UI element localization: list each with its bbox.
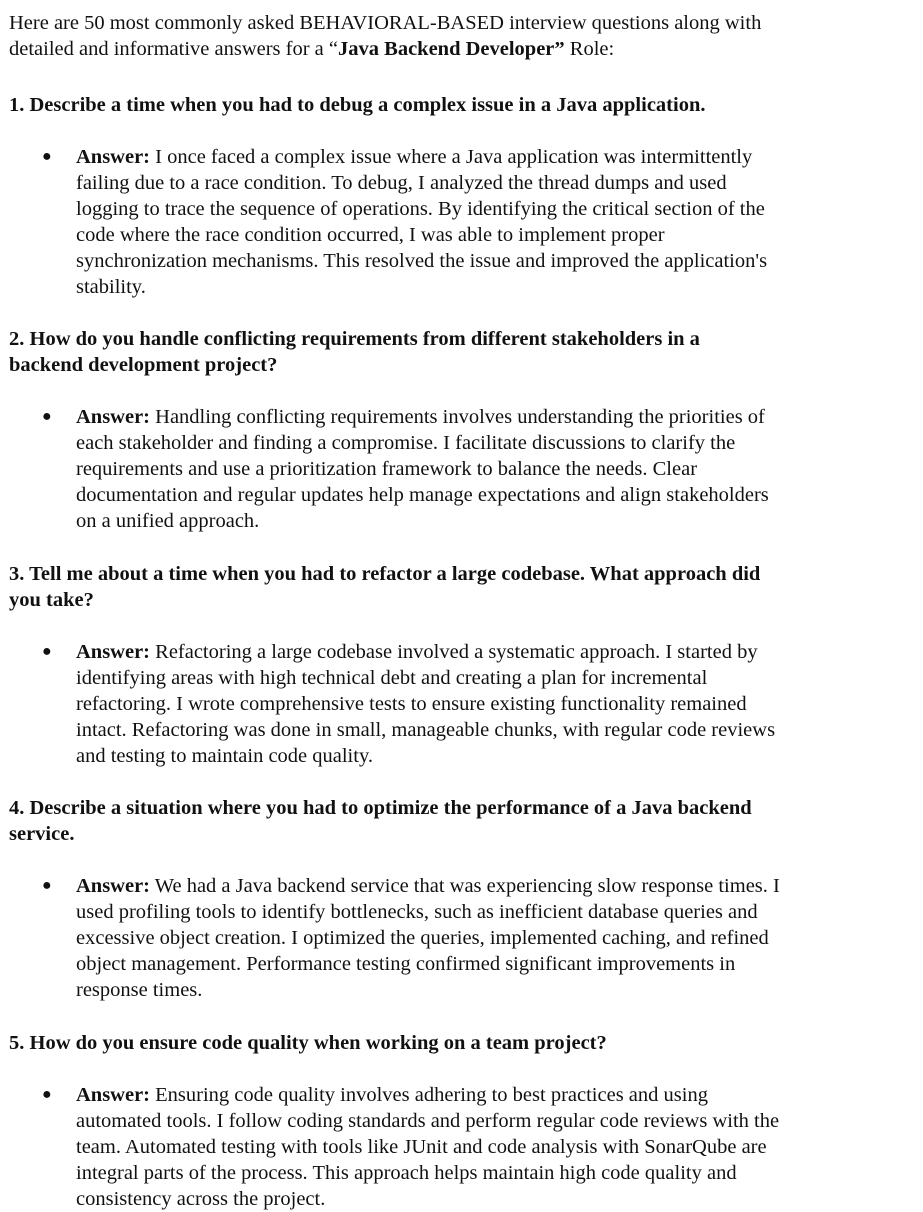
answer-line: team. Automated testing with tools like JUnit and code analysis with SonarQube are xyxy=(76,1136,767,1158)
question-3 xyxy=(9,561,923,613)
answer-list-item xyxy=(9,404,923,534)
answer-text: We had a Java backend service that was experiencing slow response times. I xyxy=(150,875,780,897)
answer-line: failing due to a race condition. To debug, I analyzed the thread dumps and used xyxy=(76,172,727,194)
answer-line xyxy=(76,1082,923,1108)
answer-line xyxy=(76,639,923,665)
intro-line-2 xyxy=(9,36,923,62)
answer-line: refactoring. I wrote comprehensive tests to ensure existing functionality remained xyxy=(76,693,747,715)
question-heading xyxy=(9,92,923,118)
answer-line: response times. xyxy=(76,979,203,1001)
question-line: 3. Tell me about a time when you had to refactor a large codebase. What approach did xyxy=(9,563,761,585)
question-1 xyxy=(9,92,923,118)
answer-text: I once faced a complex issue where a Java application was intermittently xyxy=(150,146,753,168)
answer-line xyxy=(76,144,923,170)
bullet-icon: ● xyxy=(42,408,52,425)
answer-text: Handling conflicting requirements involves understanding the priorities of xyxy=(150,406,765,428)
answer-5 xyxy=(9,1082,923,1212)
bullet-icon: ● xyxy=(42,1086,52,1103)
answer-label: Answer: xyxy=(76,875,151,897)
answer-line: logging to trace the sequence of operations. By identifying the critical section of the xyxy=(76,198,765,220)
question-line: service. xyxy=(9,823,75,845)
answer-text: Refactoring a large codebase involved a systematic approach. I started by xyxy=(150,641,758,663)
question-4 xyxy=(9,795,923,847)
answer-line: used profiling tools to identify bottlenecks, such as inefficient database queries and xyxy=(76,901,758,923)
question-line: 2. How do you handle conflicting requirements from different stakeholders in a xyxy=(9,328,700,350)
question-line: you take? xyxy=(9,589,94,611)
role-title: Java Backend Developer” xyxy=(338,38,565,60)
answer-line: on a unified approach. xyxy=(76,510,260,532)
answer-list-item xyxy=(9,873,923,1003)
answer-line: and testing to maintain code quality. xyxy=(76,745,373,767)
answer-line: integral parts of the process. This approach helps maintain high code quality and xyxy=(76,1162,737,1184)
answer-line: each stakeholder and finding a compromise. I facilitate discussions to clarify the xyxy=(76,432,736,454)
bullet-icon: ● xyxy=(42,643,52,660)
answer-text: Ensuring code quality involves adhering to best practices and using xyxy=(150,1084,708,1106)
answer-list-item xyxy=(9,1082,923,1212)
question-heading xyxy=(9,1030,923,1056)
answer-line: automated tools. I follow coding standards and perform regular code reviews with the xyxy=(76,1110,780,1132)
answer-label: Answer: xyxy=(76,146,151,168)
answer-line: identifying areas with high technical debt and creating a plan for incremental xyxy=(76,667,708,689)
answer-line: consistency across the project. xyxy=(76,1188,326,1210)
question-line: backend development project? xyxy=(9,354,278,376)
bullet-icon: ● xyxy=(42,148,52,165)
answer-2 xyxy=(9,404,923,534)
answer-1 xyxy=(9,144,923,300)
answer-3 xyxy=(9,639,923,769)
intro-text: detailed and informative answers for a “ xyxy=(9,38,339,60)
question-line: 1. Describe a time when you had to debug a complex issue in a Java application. xyxy=(9,94,706,116)
intro-paragraph xyxy=(9,10,923,62)
answer-line: stability. xyxy=(76,276,146,298)
answer-line: code where the race condition occurred, I was able to implement proper xyxy=(76,224,665,246)
question-heading xyxy=(9,326,923,378)
question-5 xyxy=(9,1030,923,1056)
question-heading xyxy=(9,561,923,613)
answer-label: Answer: xyxy=(76,406,151,428)
question-2 xyxy=(9,326,923,378)
answer-line: synchronization mechanisms. This resolved the issue and improved the application's xyxy=(76,250,768,272)
answer-line: requirements and use a prioritization framework to balance the needs. Clear xyxy=(76,458,698,480)
answer-line: excessive object creation. I optimized the queries, implemented caching, and refined xyxy=(76,927,769,949)
bullet-icon: ● xyxy=(42,877,52,894)
answer-line xyxy=(76,404,923,430)
intro-text-end: Role: xyxy=(564,38,615,60)
answer-4 xyxy=(9,873,923,1003)
answer-label: Answer: xyxy=(76,1084,151,1106)
intro-line-1: Here are 50 most commonly asked BEHAVIORAL-BASED interview questions along with xyxy=(9,12,762,34)
answer-line: object management. Performance testing confirmed significant improvements in xyxy=(76,953,736,975)
answer-line: documentation and regular updates help manage expectations and align stakeholders xyxy=(76,484,769,506)
answer-line xyxy=(76,873,923,899)
answer-list-item xyxy=(9,144,923,300)
question-line: 4. Describe a situation where you had to optimize the performance of a Java backend xyxy=(9,797,752,819)
answer-list-item xyxy=(9,639,923,769)
answer-label: Answer: xyxy=(76,641,151,663)
question-heading xyxy=(9,795,923,847)
question-line: 5. How do you ensure code quality when working on a team project? xyxy=(9,1032,607,1054)
answer-line: intact. Refactoring was done in small, manageable chunks, with regular code reviews xyxy=(76,719,776,741)
